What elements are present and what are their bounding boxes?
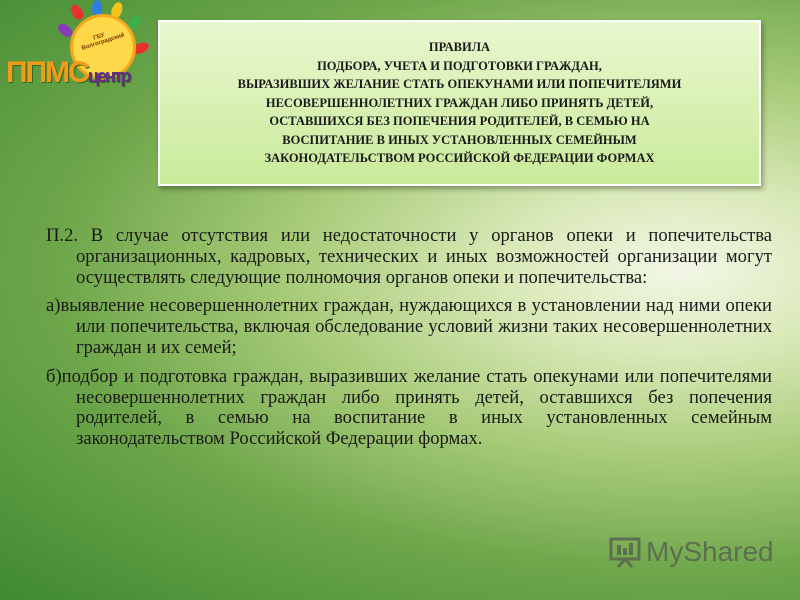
logo — [0, 0, 160, 110]
title-line: НЕСОВЕРШЕННОЛЕТНИХ ГРАЖДАН ЛИБО ПРИНЯТЬ ДЕТЕЙ, — [265, 95, 654, 110]
title-line: ВЫРАЗИВШИХ ЖЕЛАНИЕ СТАТЬ ОПЕКУНАМИ ИЛИ ПОПЕЧИТЕЛЯМИ — [237, 77, 682, 92]
title-line: ОСТАВШИХСЯ БЕЗ ПОПЕЧЕНИЯ РОДИТЕЛЕЙ, В СЕМЬЮ НА — [269, 114, 650, 129]
title-line: ВОСПИТАНИЕ В ИНЫХ УСТАНОВЛЕННЫХ СЕМЕЙНЫМ — [282, 132, 637, 147]
watermark-text: MyShared — [646, 536, 774, 567]
paragraph-b: б)подбор и подготовка граждан, выразивших желание стать опекунами или попечителями несовершеннолетних граждан либо принять детей, оставшихся без попечения родителей, в семью на воспитание в иных установленных семейным законодательством Российской Федерации формах. — [46, 365, 772, 450]
body-text — [46, 226, 772, 458]
logo-subtitle: ГБУ Волгоградский — [80, 32, 126, 52]
paragraph-a: а)выявление несовершеннолетних граждан, нуждающихся в установлении над ними опеки или попечительства, включая обследование условий жизни таких несовершеннолетних граждан и их семей; — [46, 295, 772, 358]
watermark — [608, 532, 774, 572]
presentation-board-icon — [608, 535, 642, 569]
title-line: ПОДБОРА, УЧЕТА И ПОДГОТОВКИ ГРАЖДАН, — [317, 58, 602, 73]
paragraph-p2: П.2. В случае отсутствия или недостаточности у органов опеки и попечительства организационных, кадровых, технических и иных возможностей организации могут осуществлять следующие полномочия органов опеки и попечительства: — [46, 225, 772, 288]
title-box — [158, 20, 761, 186]
logo-text-small: центр — [87, 66, 130, 86]
logo-text-main: ППМС — [6, 56, 88, 89]
title-line: ЗАКОНОДАТЕЛЬСТВОМ РОССИЙСКОЙ ФЕДЕРАЦИИ ФОРМАХ — [264, 151, 655, 166]
logo-text — [6, 56, 130, 90]
title-line: ПРАВИЛА — [428, 40, 491, 55]
logo-hand-icon — [69, 3, 86, 22]
